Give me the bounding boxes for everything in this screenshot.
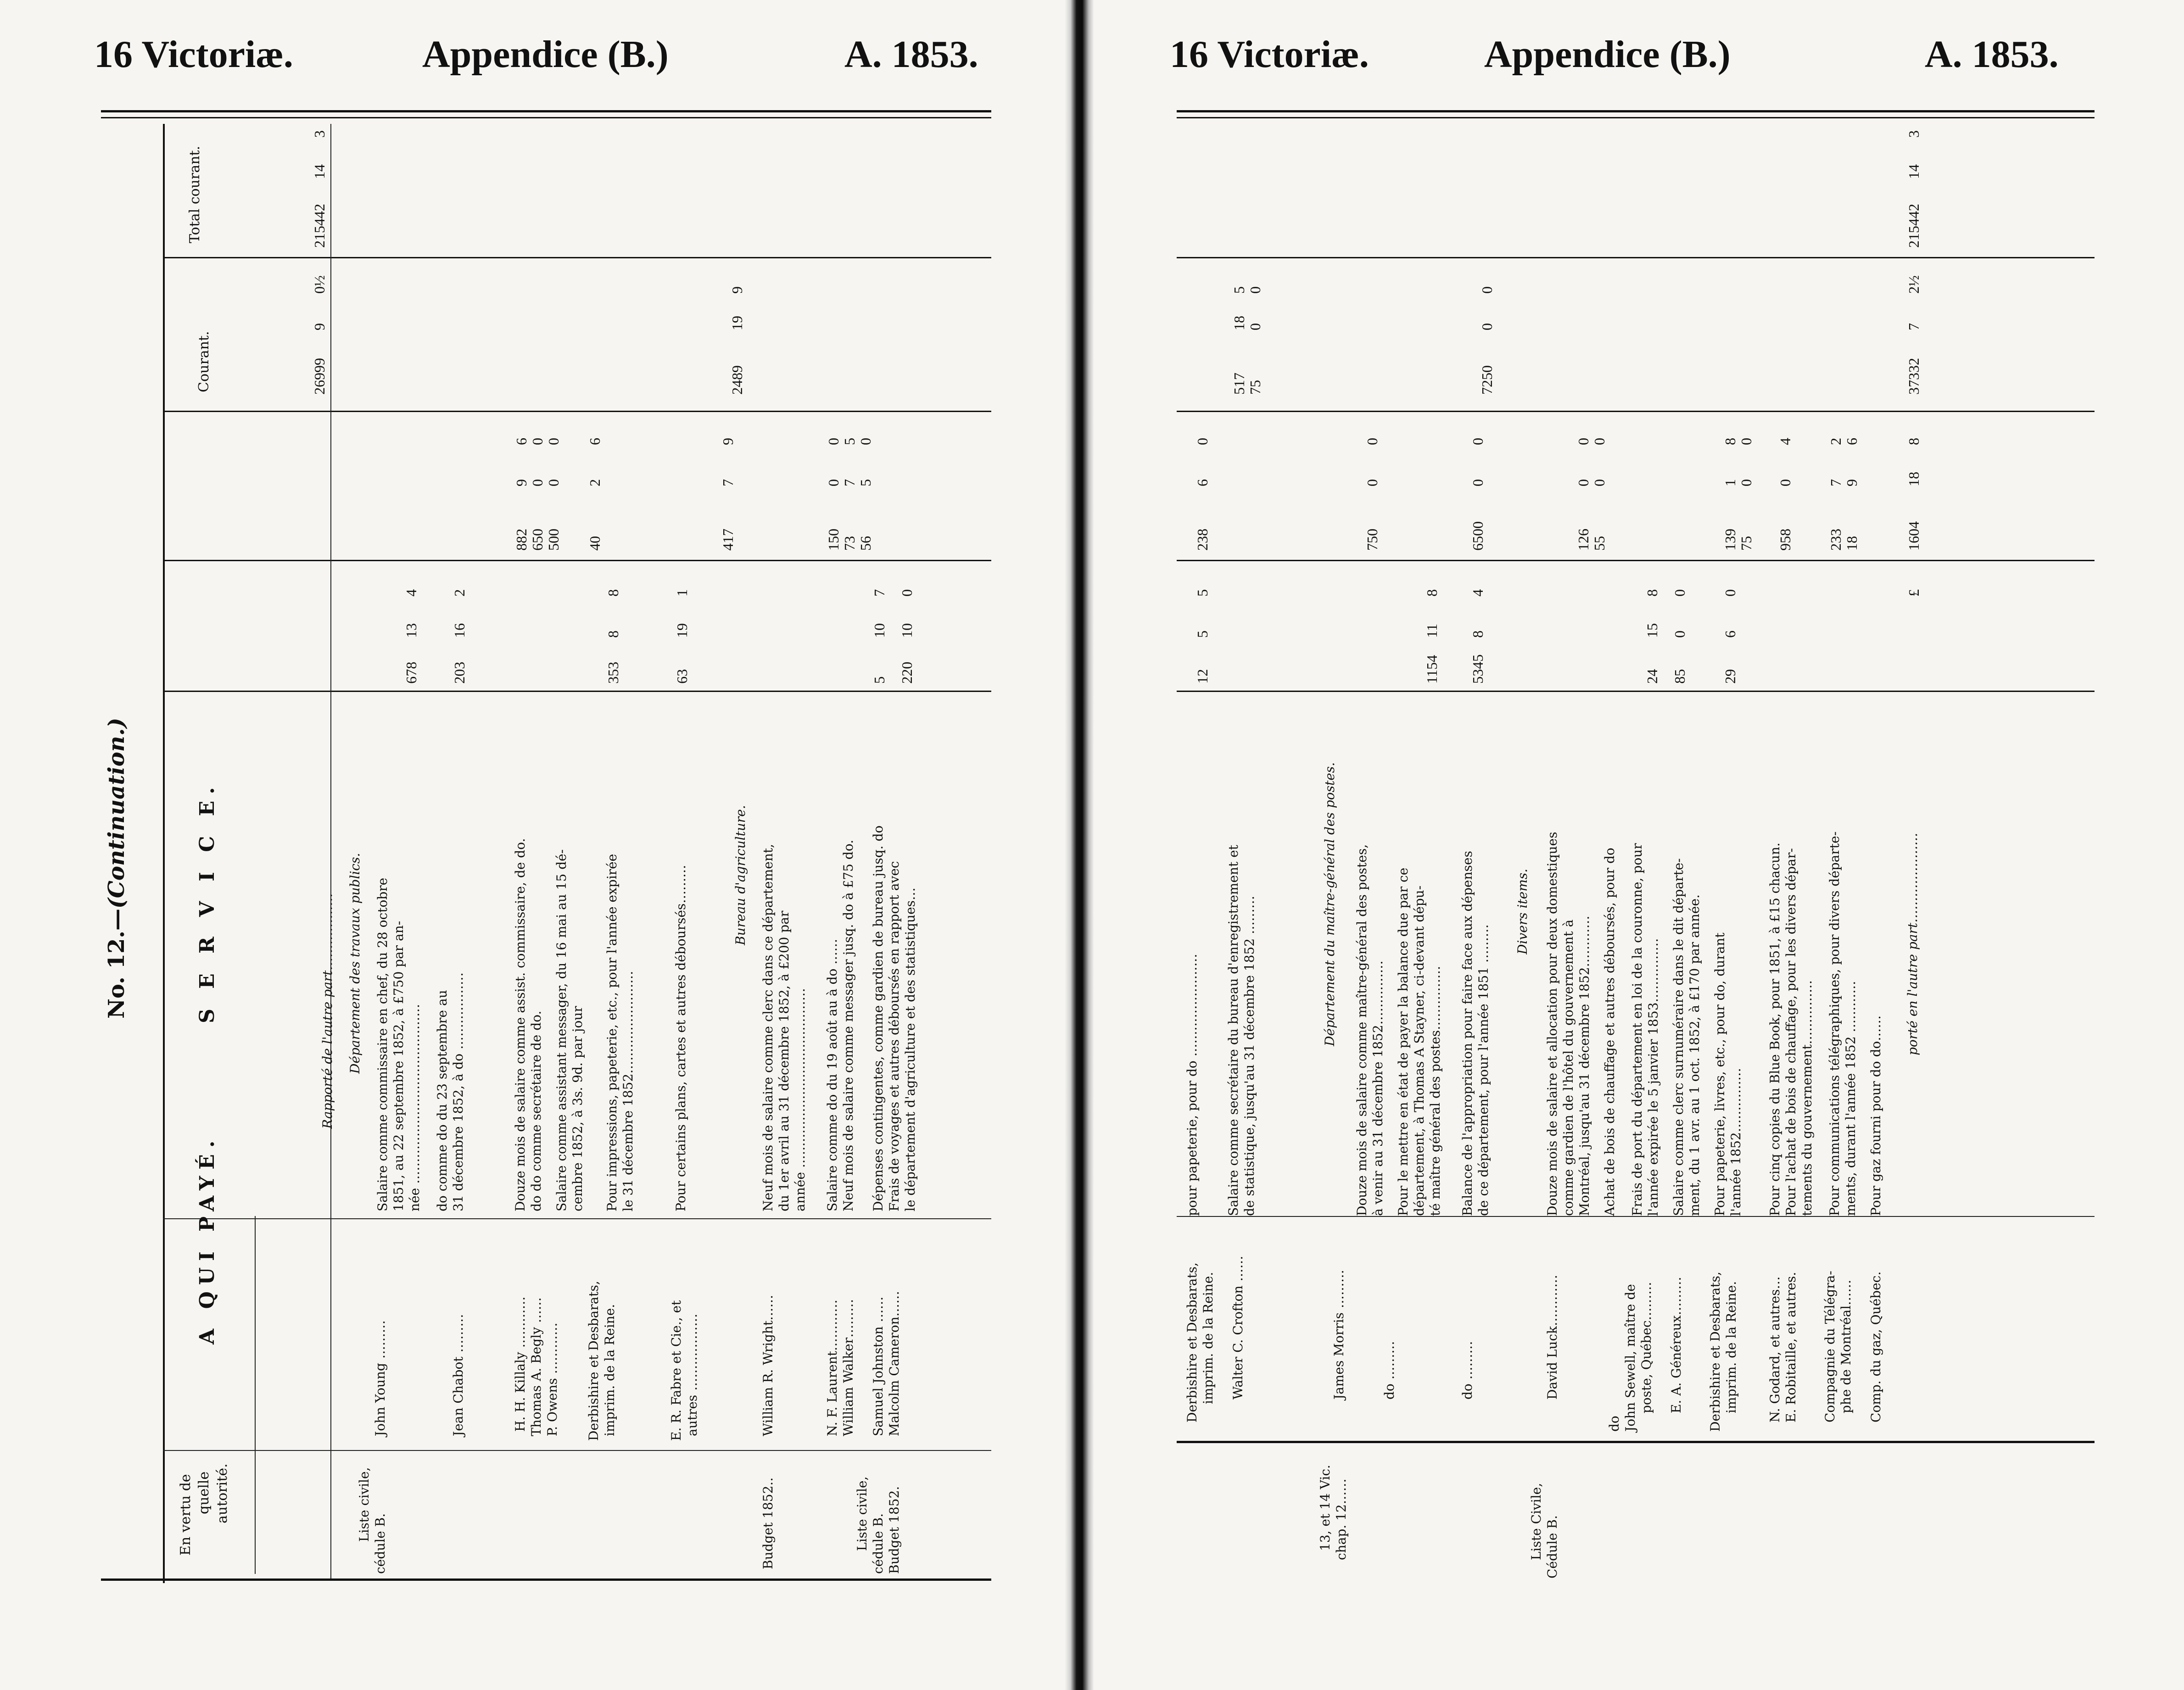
row-line xyxy=(163,411,991,412)
payee-derbishire-b2: imprim. de la Reine. xyxy=(1724,1281,1739,1413)
col-line xyxy=(330,124,331,1578)
service-r9a: Salaire comme clerc surnuméraire dans le dit départe- xyxy=(1671,858,1686,1216)
current-agri-d: 9 xyxy=(729,286,745,294)
rb-luck-l: 126 xyxy=(1575,529,1592,551)
bottom-rule xyxy=(101,1578,991,1581)
authority-budget-2: Budget 1852. xyxy=(887,1486,902,1574)
amount-begly-s: 0 xyxy=(529,479,546,486)
payee-fabre-2: autres ……………… xyxy=(685,1313,700,1436)
amount-johnston-s: 10 xyxy=(871,623,888,638)
amount-laurent-d: 5 xyxy=(841,438,858,445)
rc-postes-d: 0 xyxy=(1479,286,1495,294)
service-r15: porté en l'autre part………………… xyxy=(1905,832,1920,1055)
service-2a: do comme do du 23 septembre au xyxy=(435,990,450,1211)
authority-header-1: En vertu de xyxy=(178,1474,194,1556)
ra-gen-l: 85 xyxy=(1671,669,1688,684)
rb-do2-s: 0 xyxy=(1469,479,1486,486)
rc-total-l: 37332 xyxy=(1905,358,1922,395)
payee-cameron: Malcolm Cameron…… xyxy=(887,1291,902,1436)
service-r10b: l'année 1852…………… xyxy=(1728,1068,1743,1216)
amount-wright-d: 0 xyxy=(825,438,842,445)
ra-derb-s: 5 xyxy=(1194,630,1211,638)
service-4: do do comme secrétaire de do. xyxy=(529,1010,544,1211)
service-9: Salaire comme do du 19 août au à do …… xyxy=(825,938,840,1211)
rb-gaz-s: 9 xyxy=(1843,479,1860,486)
amount-derb-s: 8 xyxy=(605,630,621,638)
service-6a: Pour impressions, papeterie, etc., pour l'année expirée xyxy=(604,853,620,1211)
rb-sewell-l: 55 xyxy=(1591,536,1608,551)
amount-fabre-l: 63 xyxy=(674,669,690,684)
payee-derbishire: Derbishire et Desbarats, xyxy=(1184,1262,1200,1422)
payee-luck: David Luck………… xyxy=(1545,1274,1560,1400)
current-shillings: 9 xyxy=(311,323,328,330)
rb-sewell-d: 0 xyxy=(1591,438,1608,445)
total-pounds: 215442 xyxy=(311,204,328,248)
ra-do2-d: 4 xyxy=(1469,589,1486,597)
rc-total-s: 7 xyxy=(1905,323,1922,330)
payee-walker: William Walker……… xyxy=(841,1299,856,1436)
amount-walker-l: 56 xyxy=(857,536,874,551)
rc-postes-s: 0 xyxy=(1479,323,1495,330)
payee-fabre: E. R. Fabre et Cie., et xyxy=(669,1300,684,1441)
ra-sewell-l: 24 xyxy=(1644,669,1660,684)
rb-robit-s: 0 xyxy=(1738,479,1754,486)
ra-do2-l: 5345 xyxy=(1469,654,1486,684)
current-pence: 0½ xyxy=(311,275,328,294)
payee-header: A QUI PAYÉ. xyxy=(195,1134,219,1344)
service-r3b: à venir au 31 décembre 1852…………… xyxy=(1370,960,1385,1216)
payee-chabot: Jean Chabot ……… xyxy=(451,1314,466,1436)
service-r13a: Pour communications télégraphiques, pour divers départe- xyxy=(1827,831,1842,1216)
amount-walker-s: 5 xyxy=(857,479,874,486)
rc-crofton2-d: 0 xyxy=(1247,286,1263,294)
rb-luck-d: 0 xyxy=(1575,438,1592,445)
payee-genereux: E. A. Généreux……… xyxy=(1669,1277,1684,1413)
amount-derb-l: 353 xyxy=(605,662,621,684)
service-1c: née …………………………………… xyxy=(407,1004,422,1211)
rb-morris-l: 750 xyxy=(1364,529,1380,551)
service-3: Douze mois de salaire comme assist. commissaire, de do. xyxy=(513,838,528,1211)
amount-owens-l: 500 xyxy=(545,529,562,551)
section-travaux: Département des travaux publics. xyxy=(347,853,363,1074)
amount-derbb-d: 6 xyxy=(586,438,603,445)
header-right: A. 1853. xyxy=(1925,33,2059,76)
service-header: S E R V I C E. xyxy=(195,781,219,1023)
rt-total-s: 14 xyxy=(1905,164,1922,179)
service-r11: Pour cinq copies du Blue Book, pour 1851, à £15 chacun. xyxy=(1767,842,1782,1216)
total-shillings: 14 xyxy=(311,164,328,179)
ra-do1-l: 1154 xyxy=(1424,655,1440,684)
authority-vic: 13, et 14 Vic. xyxy=(1318,1465,1333,1551)
payee-derbishire-2: imprim. de la Reine. xyxy=(1201,1272,1216,1404)
ra-do1-s: 11 xyxy=(1424,624,1440,638)
payee-do1: do ……… xyxy=(1382,1341,1397,1400)
rb-morris-s: 0 xyxy=(1364,479,1380,486)
rb-godard-s: 1 xyxy=(1722,479,1738,486)
amount-killaly-d: 6 xyxy=(513,438,530,445)
current-pounds: 26999 xyxy=(311,358,328,395)
section-agriculture: Bureau d'agriculture. xyxy=(733,805,748,945)
row-line xyxy=(163,1450,991,1451)
rb-tele-l: 233 xyxy=(1827,529,1844,551)
amount-laurent-s: 7 xyxy=(841,479,858,486)
ra-sewell-s: 15 xyxy=(1644,623,1660,638)
amount-subtotal-s: 7 xyxy=(720,479,736,486)
authority-chap: chap. 12…… xyxy=(1334,1478,1349,1560)
service-8b: du 1er avril au 31 décembre 1852, à £200 par xyxy=(776,910,792,1211)
rb-total-s: 18 xyxy=(1905,472,1922,486)
service-r8a: Frais de port du département en loi de la couronne, pour xyxy=(1630,843,1645,1216)
authority-header-3: autorité. xyxy=(214,1463,230,1523)
payee-telegraphe-2: phe de Montréal…… xyxy=(1838,1279,1854,1413)
amount-cameron-d: 0 xyxy=(899,589,915,597)
payee-johnston: Samuel Johnston …… xyxy=(871,1296,886,1436)
service-8a: Neuf mois de salaire comme clerc dans ce département, xyxy=(760,844,776,1211)
amount-fabre-s: 19 xyxy=(674,623,690,638)
ra-do1-d: 8 xyxy=(1424,589,1440,597)
rb-gaz-d: 6 xyxy=(1843,438,1860,445)
rb-total-l: 1604 xyxy=(1905,521,1922,551)
rt-total-d: 3 xyxy=(1905,130,1922,138)
service-r6b: comme gardien de l'hôtel du gouvernement à xyxy=(1561,919,1576,1216)
left-page xyxy=(0,0,1065,1690)
col-line xyxy=(163,124,165,1583)
row-line xyxy=(1177,257,2095,258)
book-gutter xyxy=(1065,0,1094,1690)
total-header: Total courant. xyxy=(187,145,203,243)
service-r8b: l'année expirée le 5 janvier 1853…………… xyxy=(1646,938,1661,1216)
payee-owens: P. Owens ………… xyxy=(545,1322,560,1436)
rc-crofton-l: 517 xyxy=(1231,373,1247,395)
rb-robit-l: 75 xyxy=(1738,536,1754,551)
ra-derb2-l: 29 xyxy=(1722,669,1738,684)
ra-derb2-d: 0 xyxy=(1722,589,1738,597)
amount-subtotal-d: 9 xyxy=(720,438,736,445)
header-center: Appendice (B.) xyxy=(422,33,669,76)
amount-chabot-l: 203 xyxy=(451,662,468,684)
service-r6a: Douze mois de salaire et allocation pour deux domestiques xyxy=(1545,831,1560,1216)
table-title xyxy=(106,718,128,1019)
top-rule xyxy=(101,110,991,112)
header-left: 16 Victoriæ. xyxy=(1170,33,1369,76)
service-r13b: ments, durant l'année 1852 ………… xyxy=(1843,981,1858,1216)
payee-do2: do ……… xyxy=(1460,1341,1475,1400)
header-right: A. 1853. xyxy=(844,33,978,76)
amount-young-l: 678 xyxy=(403,662,419,684)
amount-begly-l: 650 xyxy=(529,529,546,551)
service-r5b: de ce département, pour l'année 1851 ……… xyxy=(1476,924,1491,1216)
service-12b: le département d'agriculture et des statistiques… xyxy=(903,887,918,1211)
rc-total-d: 2½ xyxy=(1905,275,1922,294)
top-rule-thin xyxy=(1177,117,2095,118)
rb-godard-l: 139 xyxy=(1722,529,1738,551)
payee-derbishire-b: Derbishire et Desbarats, xyxy=(1708,1272,1723,1432)
amount-owens-d: 0 xyxy=(545,438,562,445)
amount-killaly-s: 9 xyxy=(513,479,530,486)
payee-killaly: H. H. Killaly ………… xyxy=(513,1296,528,1432)
ra-derb-l: 12 xyxy=(1194,669,1211,684)
amount-young-s: 13 xyxy=(403,623,419,638)
service-7: Pour certains plans, cartes et autres déboursés……… xyxy=(673,865,688,1211)
rc-crofton-d: 5 xyxy=(1231,286,1247,294)
rb-genre-d: 4 xyxy=(1777,438,1793,445)
rb-morris-d: 0 xyxy=(1364,438,1380,445)
service-r14: Pour gaz fourni pour do do…… xyxy=(1868,1015,1883,1216)
current-agri-l: 2489 xyxy=(729,365,745,395)
amount-walker-d: 0 xyxy=(857,438,874,445)
payee-telegraphe: Compagnie du Télégra- xyxy=(1822,1271,1838,1422)
rb-tele-d: 2 xyxy=(1827,438,1844,445)
payee-gaz: Comp. du gaz, Québec. xyxy=(1868,1271,1883,1422)
row-line xyxy=(1177,691,2095,692)
rb-robit-d: 0 xyxy=(1738,438,1754,445)
header-center: Appendice (B.) xyxy=(1484,33,1731,76)
service-11: Dépenses contingentes, comme gardien de bureau jusq. do xyxy=(871,825,886,1211)
service-r3a: Douze mois de salaire comme maître-général des postes, xyxy=(1354,844,1369,1216)
row-line xyxy=(163,257,991,258)
rb-derb-d: 0 xyxy=(1194,438,1211,445)
payee-young: John Young ……… xyxy=(373,1320,388,1436)
service-r1: pour papeterie, pour do …………………… xyxy=(1184,954,1200,1216)
payee-laurent: N. F. Laurent………… xyxy=(825,1300,840,1436)
row-line xyxy=(1177,560,2095,561)
service-r5a: Balance de l'appropriation pour faire face aux dépenses xyxy=(1460,851,1475,1216)
amount-cameron-s: 10 xyxy=(899,623,915,638)
amount-subtotal-l: 417 xyxy=(720,529,736,551)
service-r12a: Pour l'achat de bois de chauffage, pour les divers dépar- xyxy=(1783,848,1799,1216)
service-2b: 31 décembre 1852, à do ……………… xyxy=(451,972,466,1211)
row-line xyxy=(163,1218,991,1219)
right-page xyxy=(1094,0,2184,1690)
service-5b: cembre 1852, à 3s. 9d. par jour xyxy=(570,1006,585,1211)
payee-sewell-2: poste, Québec……… xyxy=(1639,1282,1654,1413)
amount-cameron-l: 220 xyxy=(899,662,915,684)
payee-derbishire-2: imprim. de la Reine. xyxy=(602,1304,617,1436)
amount-derb-d: 8 xyxy=(605,589,621,597)
amount-killaly-l: 882 xyxy=(513,529,530,551)
authority-cedule: cédule B. xyxy=(373,1513,388,1574)
authority-liste: Liste Civile, xyxy=(1529,1483,1544,1560)
rc-crofton2-s: 0 xyxy=(1247,323,1263,330)
rb-tele-s: 7 xyxy=(1827,479,1844,486)
payee-crofton: Walter C. Crofton …… xyxy=(1230,1255,1246,1400)
service-1b: 1851, au 22 septembre 1852, à £750 par an- xyxy=(391,920,406,1211)
amount-johnston-l: 5 xyxy=(871,676,888,684)
rapporte-line: Rapporté de l'autre part……………… xyxy=(320,893,335,1129)
payee-sewell-do: do xyxy=(1607,1416,1622,1432)
payee-godard: N. Godard, et autres… xyxy=(1767,1276,1782,1422)
table-title-number: No. 12.— xyxy=(104,909,129,1019)
row-line xyxy=(163,691,991,692)
service-r4b: département, à Thomas A Stayner, ci-devant dépu- xyxy=(1412,885,1427,1216)
rc-postes-l: 7250 xyxy=(1479,365,1495,395)
service-6b: le 31 décembre 1852…………………… xyxy=(620,970,636,1211)
top-rule xyxy=(1177,110,2095,112)
top-rule-thin xyxy=(101,117,991,118)
row-line xyxy=(1177,1216,2095,1217)
amount-wright-l: 150 xyxy=(825,529,842,551)
amount-derbb-s: 2 xyxy=(586,479,603,486)
service-12a: Frais de voyages et autres déboursés en rapport avec xyxy=(887,861,902,1211)
service-5a: Salaire comme assistant messager, du 16 mai au 15 dé- xyxy=(554,849,569,1211)
service-r4a: Pour le mettre en état de payer la balance due par ce xyxy=(1396,867,1411,1216)
amount-begly-d: 0 xyxy=(529,438,546,445)
payee-robitaille: E. Robitaille, et autres. xyxy=(1783,1272,1799,1422)
service-1a: Salaire comme commissaire en chef, du 28 octobre xyxy=(375,877,390,1211)
service-r4c: té maître général des postes…………… xyxy=(1428,965,1443,1216)
amount-johnston-d: 7 xyxy=(871,589,888,597)
rb-luck-s: 0 xyxy=(1575,479,1592,486)
authority-header-2: quelle xyxy=(196,1471,212,1514)
authority-cedule-2: cédule B. xyxy=(871,1513,886,1574)
authority-liste-2: Liste civile, xyxy=(855,1476,870,1551)
section-divers: Divers items. xyxy=(1515,868,1530,954)
rc-crofton-s: 18 xyxy=(1231,316,1247,330)
rb-sewell-s: 0 xyxy=(1591,479,1608,486)
payee-derbishire: Derbishire et Desbarats, xyxy=(586,1281,601,1441)
payee-morris: James Morris ……… xyxy=(1331,1270,1346,1400)
rb-derb-l: 238 xyxy=(1194,529,1211,551)
amount-chabot-s: 16 xyxy=(451,623,468,638)
payee-wright: William R. Wright…… xyxy=(760,1294,776,1436)
rb-do2-l: 6500 xyxy=(1469,521,1486,551)
rb-derb-s: 6 xyxy=(1194,479,1211,486)
payee-sewell: John Sewell, maître de xyxy=(1623,1284,1638,1432)
amount-chabot-d: 2 xyxy=(451,589,468,597)
service-r6c: Montréal, jusqu'au 31 décembre 1852………… xyxy=(1577,915,1592,1216)
service-r2b: de statistique, jusqu'au 31 décembre 1852 ……… xyxy=(1242,896,1257,1216)
ra-do2-s: 8 xyxy=(1469,630,1486,638)
payee-begly: Thomas A. Begly …… xyxy=(529,1297,544,1436)
authority-budget: Budget 1852.. xyxy=(760,1477,776,1569)
ra-gen-d: 0 xyxy=(1671,589,1688,597)
col-line xyxy=(255,1216,256,1574)
ra-derb2-s: 6 xyxy=(1722,630,1738,638)
amount-derbb-l: 40 xyxy=(586,536,603,551)
service-r2a: Salaire comme secrétaire du bureau d'enregistrement et xyxy=(1226,845,1241,1216)
authority-cedule: Cédule B. xyxy=(1545,1515,1560,1578)
amount-owens-s: 0 xyxy=(545,479,562,486)
amount-laurent-l: 73 xyxy=(841,536,858,551)
rb-genre-l: 958 xyxy=(1777,529,1793,551)
rb-godard-d: 8 xyxy=(1722,438,1738,445)
service-r12b: tements du gouvernement…………… xyxy=(1799,980,1815,1216)
service-r7: Achat de bois de chauffage et autres déboursés, pour do xyxy=(1602,848,1617,1216)
section-postes: Département du maître-général des postes. xyxy=(1322,762,1337,1046)
rt-total-l: 215442 xyxy=(1905,204,1922,248)
bottom-rule xyxy=(1177,1441,2095,1443)
row-line xyxy=(1177,411,2095,412)
ra-pound-mark: £ xyxy=(1905,589,1922,597)
rb-do2-d: 0 xyxy=(1469,438,1486,445)
rb-total-d: 8 xyxy=(1905,438,1922,445)
authority-liste: Liste civile, xyxy=(357,1467,372,1542)
service-r9b: ment, du 1 avr. au 1 oct. 1852, à £170 par année. xyxy=(1687,894,1702,1216)
ra-sewell-d: 8 xyxy=(1644,589,1660,597)
service-10: Neuf mois de salaire comme messager jusq. do à £75 do. xyxy=(841,840,856,1211)
ra-derb-d: 5 xyxy=(1194,589,1211,597)
ra-gen-s: 0 xyxy=(1671,630,1688,638)
rc-crofton2-l: 75 xyxy=(1247,380,1263,395)
total-pence: 3 xyxy=(311,130,328,138)
amount-young-d: 4 xyxy=(403,589,419,597)
current-header: Courant. xyxy=(196,331,212,392)
service-8c: année …………………………………… xyxy=(793,988,808,1211)
table-title-italic: (Continuation.) xyxy=(104,718,129,909)
amount-fabre-d: 1 xyxy=(674,589,690,597)
current-agri-s: 19 xyxy=(729,316,745,330)
rb-genre-s: 0 xyxy=(1777,479,1793,486)
header-left: 16 Victoriæ. xyxy=(94,33,293,76)
service-r10a: Pour papeterie, livres, etc., pour do, durant xyxy=(1712,932,1727,1216)
amount-wright-s: 0 xyxy=(825,479,842,486)
rb-gaz-l: 18 xyxy=(1843,536,1860,551)
row-line xyxy=(163,560,991,561)
